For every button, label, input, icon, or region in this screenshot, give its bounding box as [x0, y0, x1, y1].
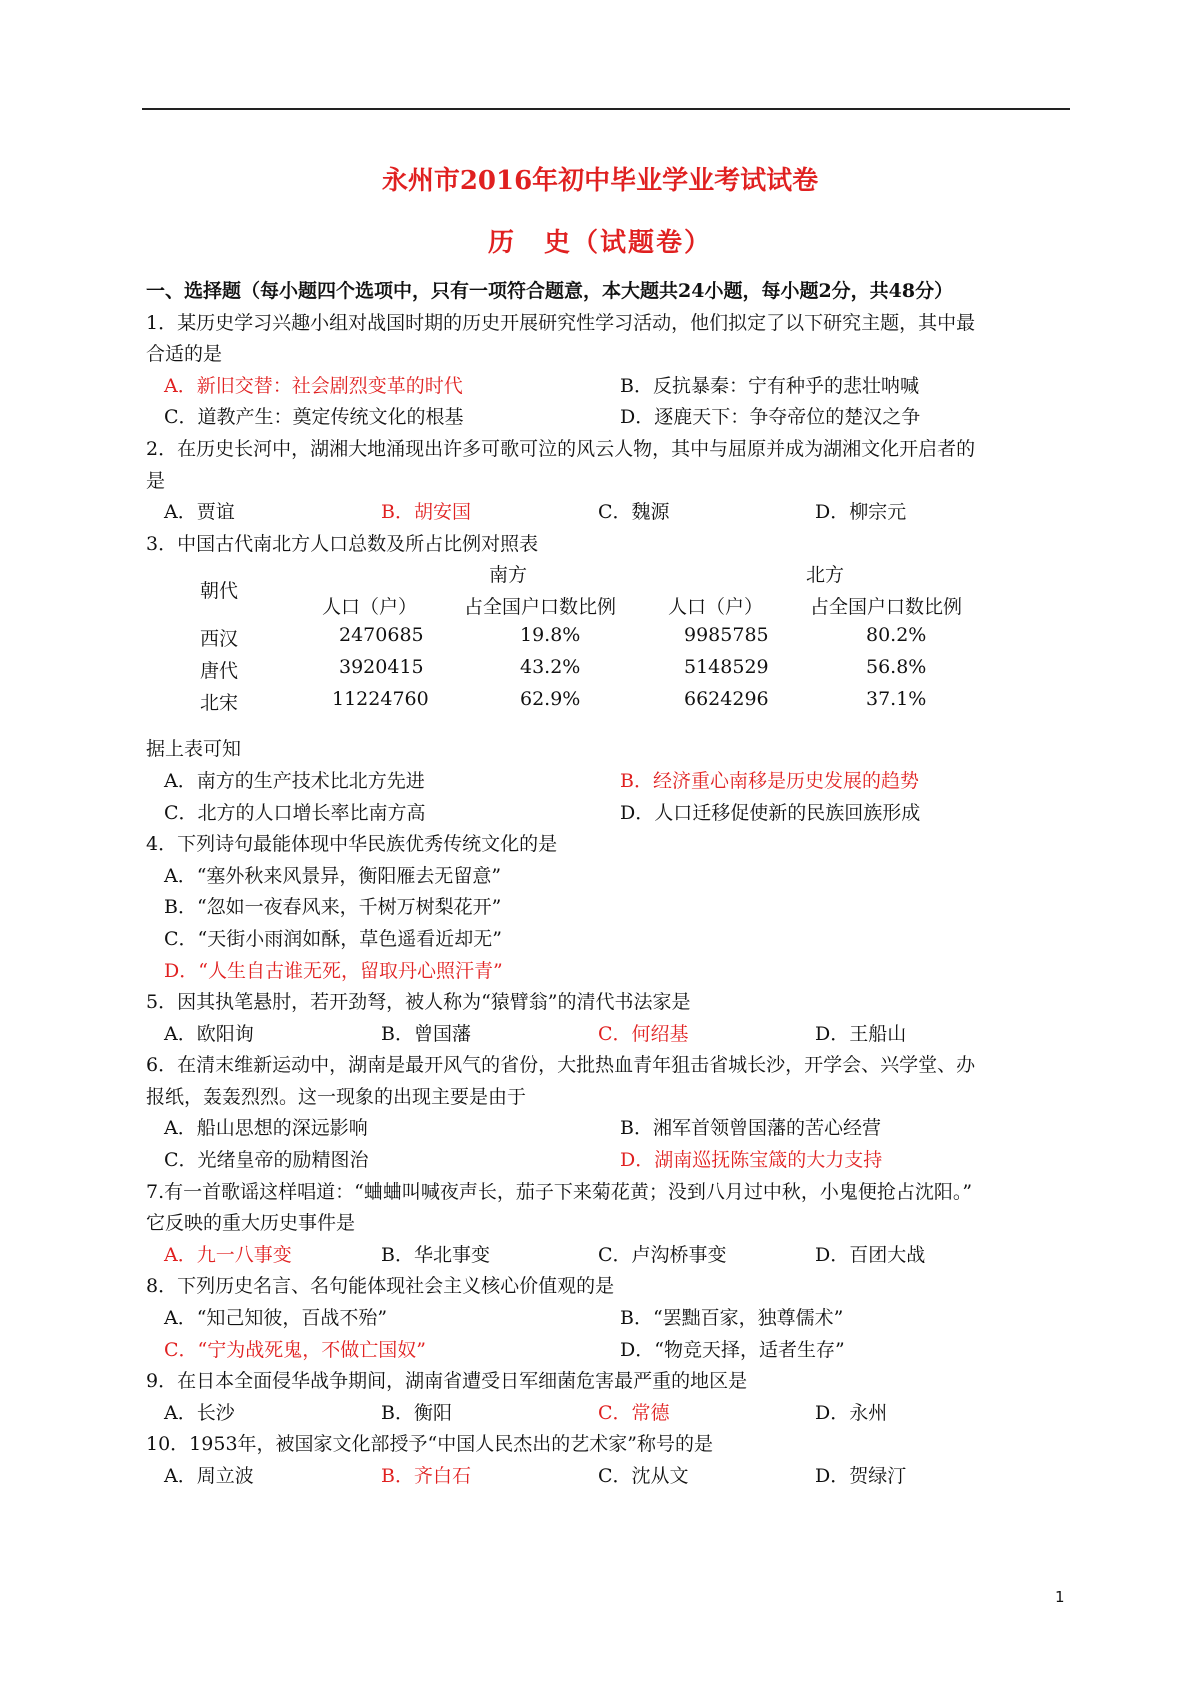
- table-cell-south-ratio: 62.9%: [520, 688, 581, 711]
- q10-option-b: B．齐白石: [381, 1465, 471, 1487]
- q2-option-c: C．魏源: [598, 501, 670, 524]
- q6-options-row1: [146, 1113, 1076, 1145]
- q1-option-a: A．新旧交替：社会剧烈变革的时代: [164, 374, 463, 397]
- q1-options-row2: [146, 402, 1076, 434]
- q6-option-c: C．光绪皇帝的励精图治: [164, 1149, 369, 1172]
- q3-option-d: D．人口迁移促使新的民族回族形成: [620, 801, 921, 824]
- q1-stem-line1: 1．某历史学习兴趣小组对战国时期的历史开展研究性学习活动，他们拟定了以下研究主题，其中最: [146, 311, 976, 334]
- q7-option-b: B．华北事变: [381, 1243, 490, 1266]
- table-header-north-pop: 人口（户）: [668, 596, 764, 619]
- q8-options-row2: [146, 1335, 1076, 1367]
- q8-option-c: C．“宁为战死鬼，不做亡国奴”: [164, 1338, 426, 1361]
- q3-after-table: 据上表可知: [146, 738, 242, 761]
- q5-options: [146, 1019, 1076, 1051]
- q3-option-c: C．北方的人口增长率比南方高: [164, 801, 426, 824]
- q10-option-c: C．沈从文: [598, 1465, 689, 1487]
- q3-options-row2: [146, 798, 1076, 830]
- q2-option-d: D．柳宗元: [815, 501, 907, 524]
- table-cell-south-pop: 3920415: [339, 656, 424, 679]
- q4-option-a: A．“塞外秋来风景异，衡阳雁去无留意”: [164, 864, 502, 887]
- q4-option-c: C．“天街小雨润如酥，草色遥看近却无”: [164, 927, 502, 950]
- table-header-dynasty: 朝代: [200, 580, 239, 603]
- table-row-dynasty: 北宋: [200, 692, 239, 715]
- table-row-dynasty: 西汉: [200, 628, 239, 651]
- q2-stem-line1: 2．在历史长河中，湖湘大地涌现出许多可歌可泣的风云人物，其中与屈原并成为湖湘文化开启者的: [146, 437, 976, 460]
- q1-option-b: B．反抗暴秦：宁有种乎的悲壮呐喊: [620, 374, 919, 397]
- q6-stem-line2: 报纸，轰轰烈烈。这一现象的出现主要是由于: [146, 1085, 527, 1108]
- q1-option-c: C．道教产生：奠定传统文化的根基: [164, 406, 464, 429]
- q5-stem: 5．因其执笔悬肘，若开劲弩，被人称为“猿臂翁”的清代书法家是: [146, 991, 691, 1014]
- table-cell-north-pop: 9985785: [684, 624, 769, 647]
- q7-option-c: C．卢沟桥事变: [598, 1243, 727, 1266]
- q7-stem-line2: 它反映的重大历史事件是: [146, 1212, 356, 1235]
- q9-option-d: D．永州: [815, 1401, 888, 1424]
- q4-option-b: B．“忽如一夜春风来，千树万树梨花开”: [164, 896, 502, 919]
- q2-option-a: A．贾谊: [164, 501, 235, 524]
- table-header-north: 北方: [806, 564, 845, 587]
- population-table: [146, 560, 1076, 734]
- q10-option-a: A．周立波: [164, 1465, 254, 1487]
- q5-option-c: C．何绍基: [598, 1022, 689, 1045]
- q3-options-row1: [146, 766, 1076, 798]
- q5-option-b: B．曾国藩: [381, 1022, 471, 1045]
- q10-options: [146, 1461, 1076, 1493]
- q2-stem-line2: 是: [146, 469, 166, 492]
- q5-option-d: D．王船山: [815, 1022, 907, 1045]
- q9-stem: 9．在日本全面侵华战争期间，湖南省遭受日军细菌危害最严重的地区是: [146, 1370, 748, 1393]
- q7-option-a: A．九一八事变: [164, 1243, 292, 1266]
- q10-option-d: D．贺绿汀: [815, 1465, 907, 1487]
- q6-option-a: A．船山思想的深远影响: [164, 1117, 368, 1140]
- table-cell-north-pop: 6624296: [684, 688, 769, 711]
- table-cell-north-ratio: 56.8%: [866, 656, 927, 679]
- q3-stem: 3．中国古代南北方人口总数及所占比例对照表: [146, 532, 539, 555]
- q4-option-d: D．“人生自古谁无死，留取丹心照汗青”: [164, 959, 503, 982]
- header-rule: [142, 108, 1070, 110]
- q1-options-row1: [146, 371, 1076, 403]
- table-header-south: 南方: [489, 564, 528, 587]
- table-header-north-ratio: 占全国户口数比例: [810, 596, 963, 619]
- q9-option-b: B．衡阳: [381, 1401, 452, 1424]
- q9-option-c: C．常德: [598, 1401, 670, 1424]
- q8-option-a: A．“知己知彼，百战不殆”: [164, 1307, 388, 1330]
- q2-options: [146, 497, 1076, 529]
- table-cell-south-ratio: 19.8%: [520, 624, 581, 647]
- q6-stem-line1: 6．在清末维新运动中，湖南是最开风气的省份，大批热血青年狙击省城长沙，开学会、兴学堂、办: [146, 1054, 976, 1077]
- q7-stem-line1: 7.有一首歌谣这样唱道：“蛐蛐叫喊夜声长，茄子下来菊花黄；没到八月过中秋，小鬼便抢占沈阳。”: [146, 1180, 973, 1203]
- exam-content: [146, 276, 1076, 1493]
- q5-option-a: A．欧阳询: [164, 1022, 254, 1045]
- table-cell-south-pop: 11224760: [332, 688, 429, 711]
- q8-stem: 8．下列历史名言、名句能体现社会主义核心价值观的是: [146, 1275, 615, 1298]
- exam-subtitle: 历 史（试题卷）: [487, 228, 712, 258]
- q8-options-row1: [146, 1303, 1076, 1335]
- q7-options: [146, 1240, 1076, 1272]
- q10-stem: 10．1953年，被国家文化部授予“中国人民杰出的艺术家”称号的是: [146, 1433, 713, 1456]
- q6-options-row2: [146, 1145, 1076, 1177]
- table-row-dynasty: 唐代: [200, 660, 239, 683]
- q3-option-a: A．南方的生产技术比北方先进: [164, 769, 425, 792]
- table-header-south-pop: 人口（户）: [322, 596, 418, 619]
- q8-option-d: D．“物竞天择，适者生存”: [620, 1338, 845, 1361]
- q6-option-b: B．湘军首领曾国藩的苦心经营: [620, 1117, 881, 1140]
- q2-option-b: B．胡安国: [381, 501, 471, 524]
- q9-options: [146, 1398, 1076, 1430]
- q8-option-b: B．“罢黜百家，独尊儒术”: [620, 1307, 844, 1330]
- table-header-south-ratio: 占全国户口数比例: [464, 596, 617, 619]
- exam-title: 永州市2016年初中毕业学业考试试卷: [381, 166, 819, 196]
- q1-option-d: D．逐鹿天下：争夺帝位的楚汉之争: [620, 406, 921, 429]
- q7-option-d: D．百团大战: [815, 1243, 926, 1266]
- table-cell-north-ratio: 37.1%: [866, 688, 927, 711]
- page-number: 1: [1055, 1588, 1065, 1606]
- q6-option-d: D．湖南巡抚陈宝箴的大力支持: [620, 1149, 883, 1172]
- table-cell-south-pop: 2470685: [339, 624, 424, 647]
- q3-option-b: B．经济重心南移是历史发展的趋势: [620, 769, 919, 792]
- table-cell-north-ratio: 80.2%: [866, 624, 927, 647]
- q9-option-a: A．长沙: [164, 1401, 235, 1424]
- q1-stem-line2: 合适的是: [146, 343, 223, 366]
- table-cell-north-pop: 5148529: [684, 656, 769, 679]
- q4-stem: 4．下列诗句最能体现中华民族优秀传统文化的是: [146, 833, 558, 856]
- section-heading: 一、选择题（每小题四个选项中，只有一项符合题意，本大题共24小题，每小题2分，共48分）: [146, 280, 954, 302]
- table-cell-south-ratio: 43.2%: [520, 656, 581, 679]
